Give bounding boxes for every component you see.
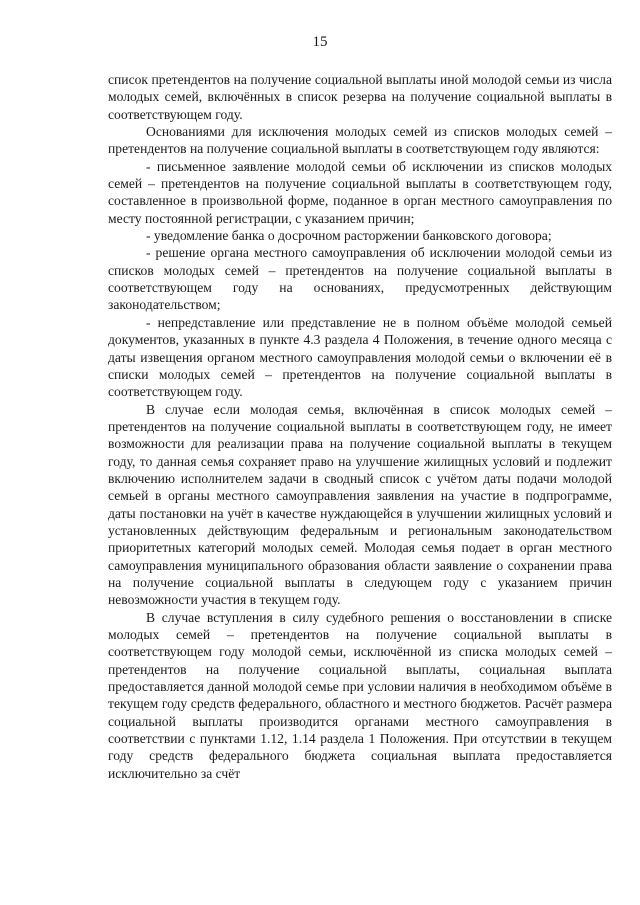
list-item-bank-notice: - уведомление банка о досрочном расторжении банковского договора; — [146, 228, 552, 244]
paragraph-court-decision: В случае вступления в силу судебного решения о восстановлении в списке молодых семей – претендентов на получение социальной выплаты в соответствующем году молодой семьи, исключённой из списка молодых семей – претендентов на получение социальной выплаты, социальная выплата предоставляется данной молодой семье при условии наличия в необходимом объёме в текущем году средств федерального, областного и местного бюджетов. Расчёт размера социальной выплаты производится органами местного самоуправления в соответствии с пунктами 1.12, 1.14 раздела 1 Положения. При отсутствии в текущем году средств федерального бюджета социальная выплата предоставляется исключительно за счёт — [108, 609, 612, 781]
paragraph-grounds-heading: Основаниями для исключения молодых семей из списков молодых семей – претендентов на получение социальной выплаты в соответствующем году являются: — [108, 124, 612, 157]
paragraph-right-preservation: В случае если молодая семья, включённая в список молодых семей – претендентов на получение социальной выплаты в соответствующем году, не имеет возможности для реализации права на получение социальной выплаты в текущем году, то данная семья сохраняет право на улучшение жилищных условий и подлежит включению исполнителем задачи в сводный список с учётом даты подачи молодой семьей в органы местного самоуправления заявления на участие в подпрограмме, даты постановки на учёт в качестве нуждающейся в улучшении жилищных условий и установленных действующим федеральным и региональным законодательством приоритетных категорий молодых семей. Молодая семья подает в орган местного самоуправления муниципального образования области заявление о сохранении права на получение социальной выплаты в следующем году с указанием причин невозможности участия в текущем году. — [108, 401, 612, 608]
paragraph-continuation: список претендентов на получение социальной выплаты иной молодой семьи из числа молодых семей, включённых в список резерва на получение социальной выплаты в соответствующем году. — [108, 72, 612, 122]
list-item-written-statement: - письменное заявление молодой семьи об исключении из списков молодых семей – претендентов на получение социальной выплаты в соответствующем году, составленное в произвольной форме, поданное в орган местного самоуправления по месту постоянной регистрации, с указанием причин; — [108, 158, 612, 226]
document-body — [108, 71, 612, 782]
list-item-authority-decision: - решение органа местного самоуправления об исключении молодой семьи из списков молодых семей – претендентов на получение социальной выплаты в соответствующем году на основаниях, предусмотренных действующим законодательством; — [108, 245, 612, 313]
page-number: 15 — [312, 34, 328, 50]
list-item-document-failure: - непредставление или представление не в полном объёме молодой семьей документов, указанных в пункте 4.3 раздела 4 Положения, в течение одного месяца с даты извещения органом местного самоуправления молодой семьи о включении её в списки молодых семей – претендентов на получение социальной выплаты в соответствующем году. — [108, 314, 612, 400]
